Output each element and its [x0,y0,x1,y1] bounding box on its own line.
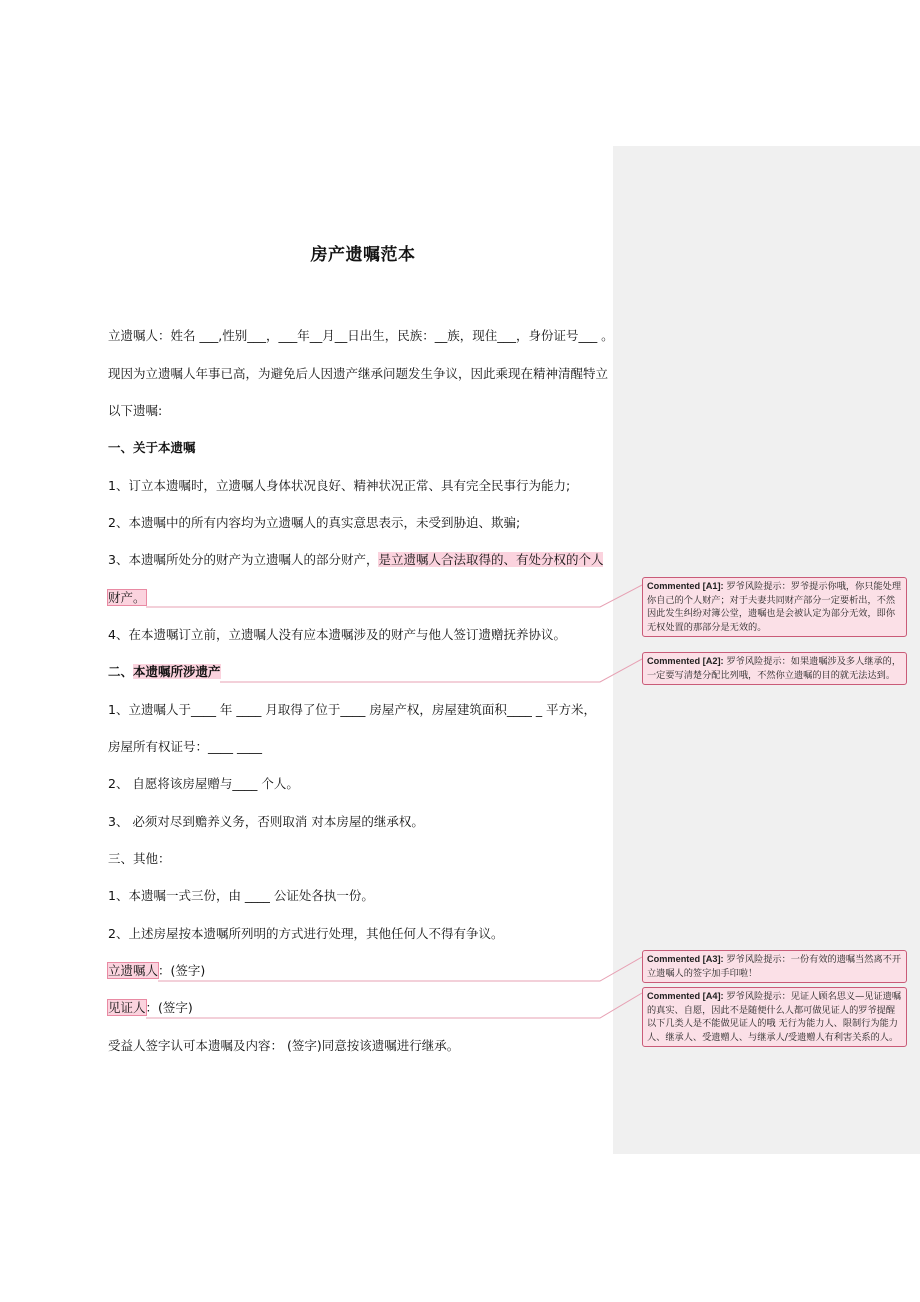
section-3-item-1: 1、本遗嘱一式三份，由 ____ 公证处各执一份。 [108,888,374,903]
intro-line-1: 现因为立遗嘱人年事已高，为避免后人因遗产继承问题发生争议，因此乘现在精神清醒特立 [108,366,609,381]
connector-a1 [146,585,642,607]
comment-a2-text: 罗爷风险提示：如果遗嘱涉及多人继承的，一定要写清楚分配比列哦，不然你立遗嘱的目的就无法达到。 [647,656,902,681]
section-1-heading: 一、关于本遗嘱 [108,440,196,455]
section-3-item-2: 2、上述房屋按本遗嘱所列明的方式进行处理，其他任何人不得有争议。 [108,926,504,941]
testator-info-line: 立遗嘱人：姓名 ___,性别___，___年__月__日出生，民族：__族，现住___，身份证号___ 。 [108,328,614,343]
comment-anchor-a1[interactable]: 是立遗嘱人合法取得的、有处分权的个人 [378,552,604,567]
intro-line-2: 以下遗嘱: [108,403,163,418]
section-3-heading: 三、其他： [108,851,171,866]
witness-signature-label: ：(签字) [145,1000,193,1015]
section-1-item-4: 4、在本遗嘱订立前，立遗嘱人没有应本遗嘱涉及的财产与他人签订遗赠抚养协议。 [108,627,566,642]
comment-a1[interactable] [642,577,907,637]
comment-a4[interactable] [642,987,907,1047]
comment-a1-text: 罗爷风险提示：罗爷提示你哦，你只能处理你自己的个人财产；对于夫妻共同财产部分一定要析出，不然因此发生纠纷对簿公堂，遗嘱也是会被认定为部分无效，即你无权处置的那部分是无效的。 [647,581,902,633]
comment-a3-tag: Commented [A3]: [647,954,724,964]
comment-a4-text: 罗爷风险提示：见证人顾名思义—见证遗嘱的真实、自愿，因此不是随便什么人都可做见证人的罗爷提醒以下几类人是不能做见证人的哦 无行为能力人、限制行为能力人、继承人、受遗赠人、与继承人/受遗赠人有利害关系的人。 [647,991,902,1043]
comment-anchor-a1-cont[interactable]: 财产。 [108,590,146,605]
comment-a1-tag: Commented [A1]: [647,581,724,591]
section-1-item-2: 2、本遗嘱中的所有内容均为立遗嘱人的真实意思表示，未受到胁迫、欺骗; [108,515,521,530]
beneficiary-line: 受益人签字认可本遗嘱及内容： (签字)同意按该遗嘱进行继承。 [108,1038,460,1053]
section-1-item-1: 1、订立本遗嘱时，立遗嘱人身体状况良好、精神状况正常、具有完全民事行为能力; [108,478,571,493]
section-2-prefix: 二、 [108,664,134,679]
section-2-item-1: 1、立遗嘱人于____ 年 ____ 月取得了位于____ 房屋产权，房屋建筑面积____ _ 平方米， [108,702,597,717]
comment-anchor-a4[interactable]: 见证人 [108,1000,146,1015]
comment-a2-tag: Commented [A2]: [647,656,724,666]
section-2-item-3: 3、 必须对尽到赡养义务，否则取消 对本房屋的继承权。 [108,814,424,829]
comment-a3[interactable] [642,950,907,983]
connector-a4 [146,993,642,1018]
comment-anchor-a2[interactable]: 本遗嘱所涉遗产 [133,664,221,679]
connector-a2 [220,659,642,682]
document-title: 房产遗嘱范本 [310,245,416,265]
section-2-item-1-cont: 房屋所有权证号：____ ____ [108,739,262,754]
comment-a3-text: 罗爷风险提示：一份有效的遗嘱当然离不开立遗嘱人的签字加手印啦！ [647,954,902,979]
section-2-item-2: 2、 自愿将该房屋赠与____ 个人。 [108,776,299,791]
comment-anchor-a3[interactable]: 立遗嘱人 [108,963,159,978]
item-3-text: 3、本遗嘱所处分的财产为立遗嘱人的部分财产， [108,552,379,567]
comment-a2[interactable] [642,652,907,685]
comment-a4-tag: Commented [A4]: [647,991,724,1001]
testator-signature-label: ：(签字) [158,963,206,978]
connector-a3 [158,957,642,981]
